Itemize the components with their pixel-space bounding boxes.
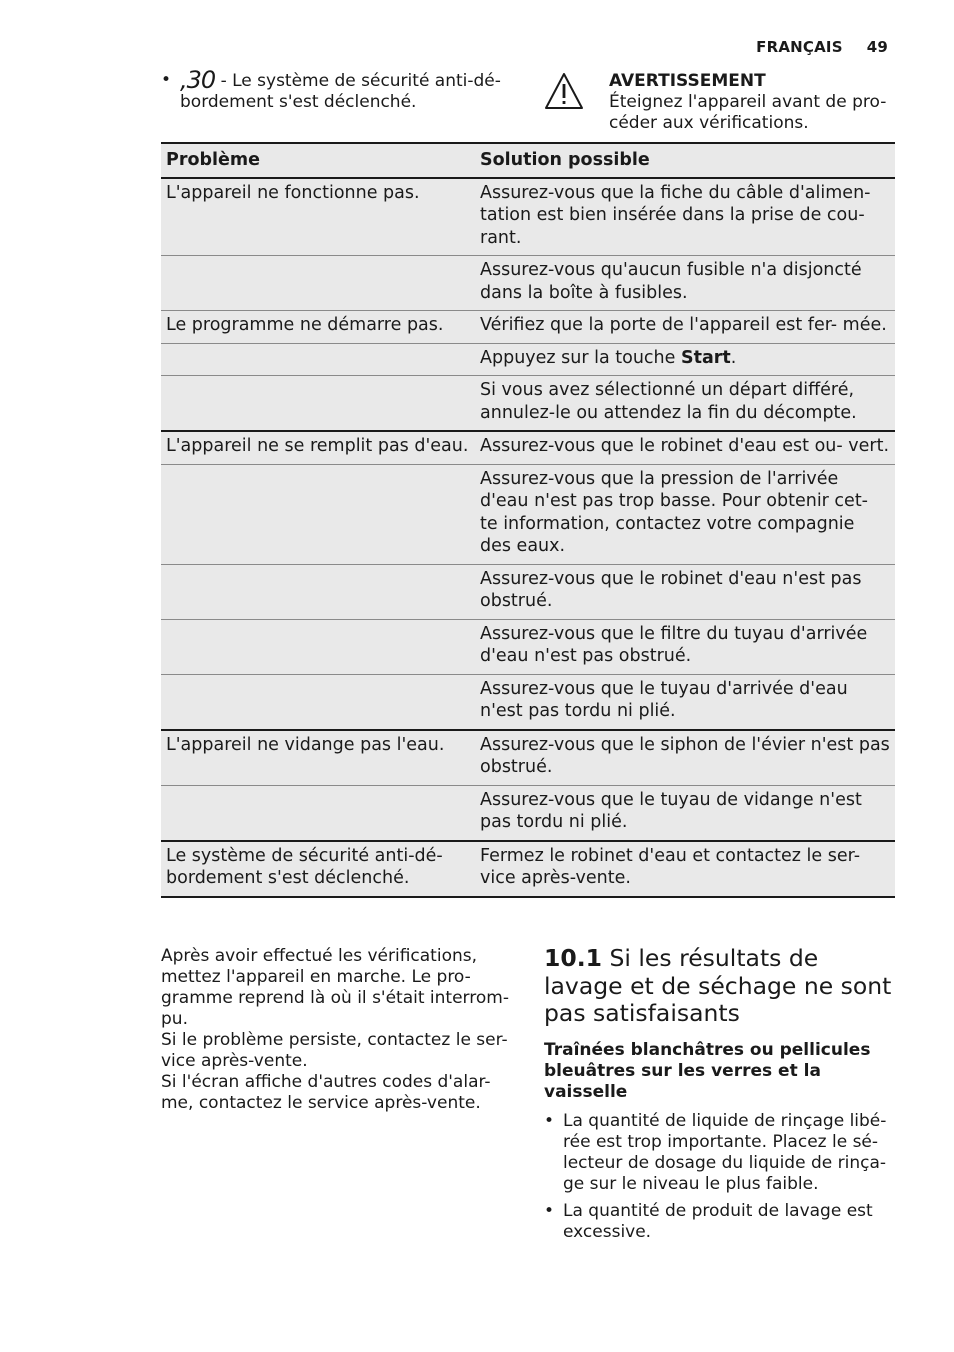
overflow-code-text [180,66,511,113]
solution-cell: Assurez-vous que le tuyau de vidange n'est pas tordu ni plié. [475,785,895,841]
list-item-text: La quantité de produit de lavage est excessive. [563,1200,873,1242]
header-problem: Problème [161,143,475,178]
overflow-code-note [161,66,511,113]
troubleshooting-table [161,142,895,898]
section-10-1 [544,945,896,1249]
warning-text: Éteignez l'appareil avant de pro- céder aux vérifications. [609,92,887,133]
solution-cell: Assurez-vous que le siphon de l'évier n'est pas obstrué. [475,730,895,786]
bullet-icon: • [161,70,172,90]
section-title [544,945,896,1028]
page-header [756,38,888,56]
page-number: 49 [866,38,888,56]
list-item [544,1111,896,1195]
solution-cell: Assurez-vous que la pression de l'arrivée d'eau n'est pas trop basse. Pour obtenir cet- te information, contactez votre compagnie des eaux. [475,464,895,564]
list-item-text: La quantité de liquide de rinçage libé- rée est trop importante. Placez le sé- lecteur de dosage du liquide de rinça- ge sur le niveau le plus faible. [563,1110,887,1194]
table-row [161,311,895,344]
problem-cell [161,619,475,674]
solution-cell: Fermez le robinet d'eau et contactez le ser- vice après-vente. [475,841,895,897]
solution-cell: Assurez-vous que le robinet d'eau est ou- vert. [475,431,895,464]
after-checks-text [161,946,511,1114]
table-row [161,256,895,311]
solution-cell: Assurez-vous qu'aucun fusible n'a disjoncté dans la boîte à fusibles. [475,256,895,311]
subheading: Traînées blanchâtres ou pellicules bleuâtres sur les verres et la vaisselle [544,1039,871,1102]
bullet-list [544,1111,896,1243]
solution-cell: Assurez-vous que le robinet d'eau n'est pas obstrué. [475,564,895,619]
table-row [161,464,895,564]
warning-triangle-icon [544,72,584,110]
table-header-row [161,143,895,178]
warning-box [544,70,894,134]
problem-cell: Le système de sécurité anti-dé- bordement s'est déclenché. [161,841,475,897]
header-language: FRANÇAIS [756,38,843,56]
table-row [161,178,895,256]
solution-prefix: Appuyez sur la touche [480,347,681,368]
table-row [161,343,895,376]
section-number: 10.1 [544,944,602,972]
problem-cell [161,564,475,619]
warning-title: AVERTISSEMENT [609,71,766,91]
table-row [161,376,895,432]
table-row [161,431,895,464]
table-row [161,785,895,841]
bullet-icon: • [544,1110,555,1131]
problem-cell [161,785,475,841]
solution-cell: Assurez-vous que la fiche du câble d'alimen- tation est bien insérée dans la prise de cou- rant. [475,178,895,256]
problem-cell [161,256,475,311]
table-row [161,730,895,786]
problem-cell [161,674,475,730]
problem-cell [161,343,475,376]
problem-cell: L'appareil ne fonctionne pas. [161,178,475,256]
table-row [161,674,895,730]
solution-cell [475,343,895,376]
start-key-label: Start [680,347,731,368]
paragraph: Après avoir effectué les vérifications, mettez l'appareil en marche. Le pro- gramme reprend là où il s'était interrom- pu. [161,946,509,1029]
solution-cell: Si vous avez sélectionné un départ différé, annulez-le ou attendez la fin du décompte. [475,376,895,432]
display-code: ,30 [180,66,216,94]
problem-cell [161,464,475,564]
paragraph: Si l'écran affiche d'autres codes d'alar- me, contactez le service après-vente. [161,1072,491,1113]
section-title-text: Si les résultats de lavage et de séchage ne sont pas satisfaisants [544,944,892,1027]
header-solution: Solution possible [475,143,895,178]
list-item [544,1201,896,1243]
problem-cell: Le programme ne démarre pas. [161,311,475,344]
problem-cell: L'appareil ne se remplit pas d'eau. [161,431,475,464]
table-row [161,619,895,674]
solution-cell: Assurez-vous que le tuyau d'arrivée d'eau n'est pas tordu ni plié. [475,674,895,730]
solution-cell: Assurez-vous que le filtre du tuyau d'arrivée d'eau n'est pas obstrué. [475,619,895,674]
table-row [161,841,895,897]
solution-cell: Vérifiez que la porte de l'appareil est fer- mée. [475,311,895,344]
problem-cell: L'appareil ne vidange pas l'eau. [161,730,475,786]
paragraph: Si le problème persiste, contactez le ser- vice après-vente. [161,1030,508,1071]
overflow-code-desc: - Le système de sécurité anti-dé- bordement s'est déclenché. [180,71,501,112]
problem-cell [161,376,475,432]
table-row [161,564,895,619]
solution-suffix: . [730,347,737,368]
bullet-icon: • [544,1200,555,1221]
